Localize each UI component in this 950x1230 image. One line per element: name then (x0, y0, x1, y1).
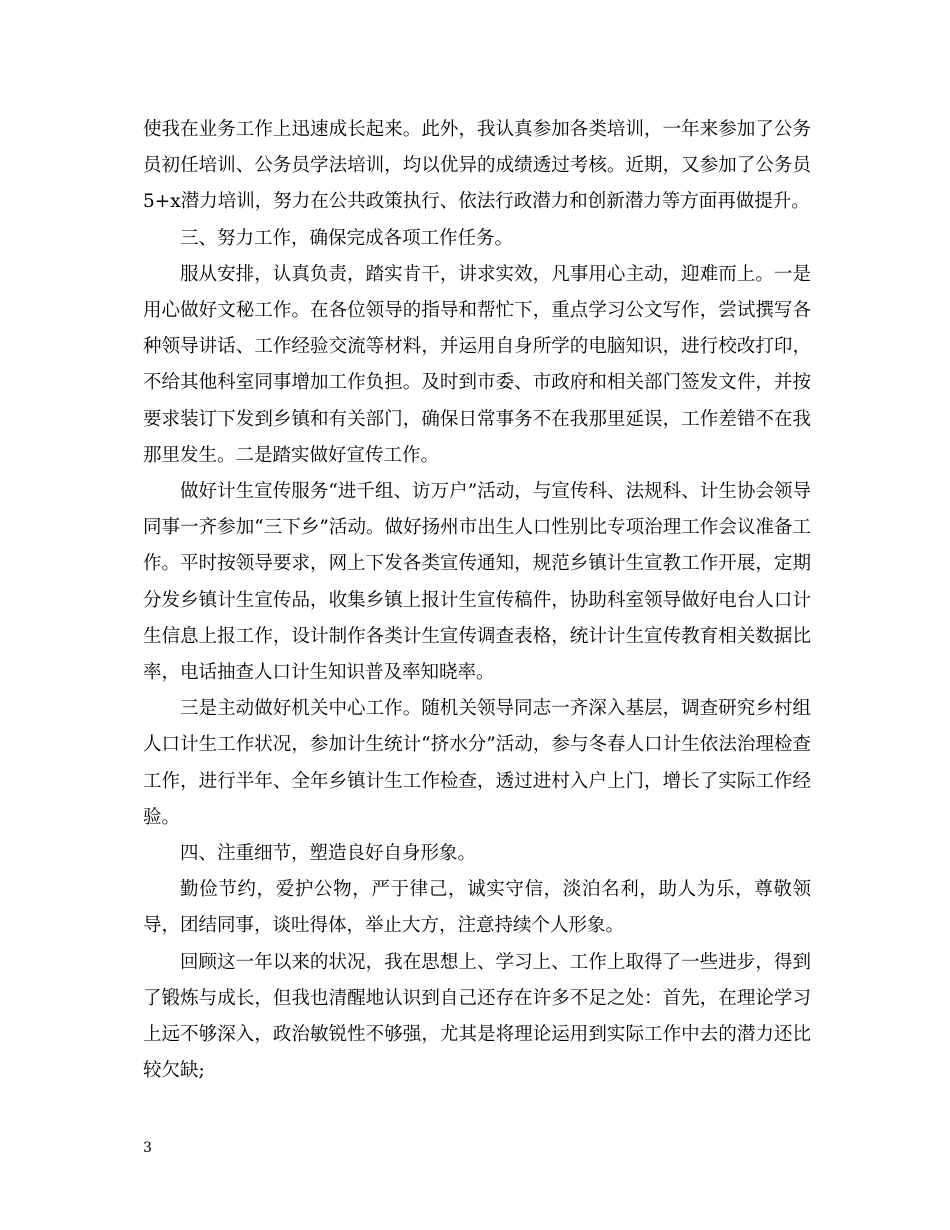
paragraph-review: 回顾这一年以来的状况，我在思想上、学习上、工作上取得了一些进步，得到了锻炼与成长，但我也清醒地认识到自己还存在许多不足之处：首先，在理论学习上远不够深入，政治敏锐性不够强，尤其是将理论运用到实际工作中去的潜力还比较欠缺; (143, 951, 811, 1082)
page-number: 3 (143, 1140, 152, 1156)
paragraph-training: 使我在业务工作上迅速成长起来。此外，我认真参加各类培训，一年来参加了公务员初任培训、公务员学法培训，均以优异的成绩透过考核。近期，又参加了公务员5+x潜力培训，努力在公共政策执行、依法行政潜力和创新潜力等方面再做提升。 (143, 119, 811, 213)
paragraph-publicity-work: 做好计生宣传服务“进千组、访万户”活动，与宣传科、法规科、计生协会领导同事一齐参加“三下乡”活动。做好扬州市出生人口性别比专项治理工作会议准备工作。平时按领导要求，网上下发各类宣传通知，规范乡镇计生宣教工作开展，定期分发乡镇计生宣传品，收集乡镇上报计生宣传稿件，协助科室领导做好电台人口计生信息上报工作，设计制作各类计生宣传调查表格，统计计生宣传教育相关数据比率，电话抽查人口计生知识普及率知晓率。 (143, 481, 811, 684)
heading-section-four: 四、注重细节，塑造良好自身形象。 (180, 843, 477, 865)
paragraph-self-image: 勤俭节约，爱护公物，严于律己，诚实守信，淡泊名利，助人为乐，尊敬领导，团结同事，谈吐得体，举止大方，注意持续个人形象。 (143, 879, 811, 937)
paragraph-central-work: 三是主动做好机关中心工作。随机关领导同志一齐深入基层，调查研究乡村组人口计生工作状况，参加计生统计“挤水分”活动，参与冬春人口计生依法治理检查工作，进行半年、全年乡镇计生工作检查，透过进村入户上门，增长了实际工作经验。 (143, 698, 811, 828)
heading-section-three: 三、努力工作，确保完成各项工作任务。 (180, 227, 514, 249)
paragraph-secretarial-work: 服从安排，认真负责，踏实肯干，讲求实效，凡事用心主动，迎难而上。一是用心做好文秘工作。在各位领导的指导和帮忙下，重点学习公文写作，尝试撰写各种领导讲话、工作经验交流等材料，并运用自身所学的电脑知识，进行校改打印，不给其他科室同事增加工作负担。及时到市委、市政府和相关部门签发文件，并按要求装订下发到乡镇和有关部门，确保日常事务不在我那里延误，工作差错不在我那里发生。二是踏实做好宣传工作。 (143, 263, 811, 466)
document-body (143, 112, 811, 1089)
